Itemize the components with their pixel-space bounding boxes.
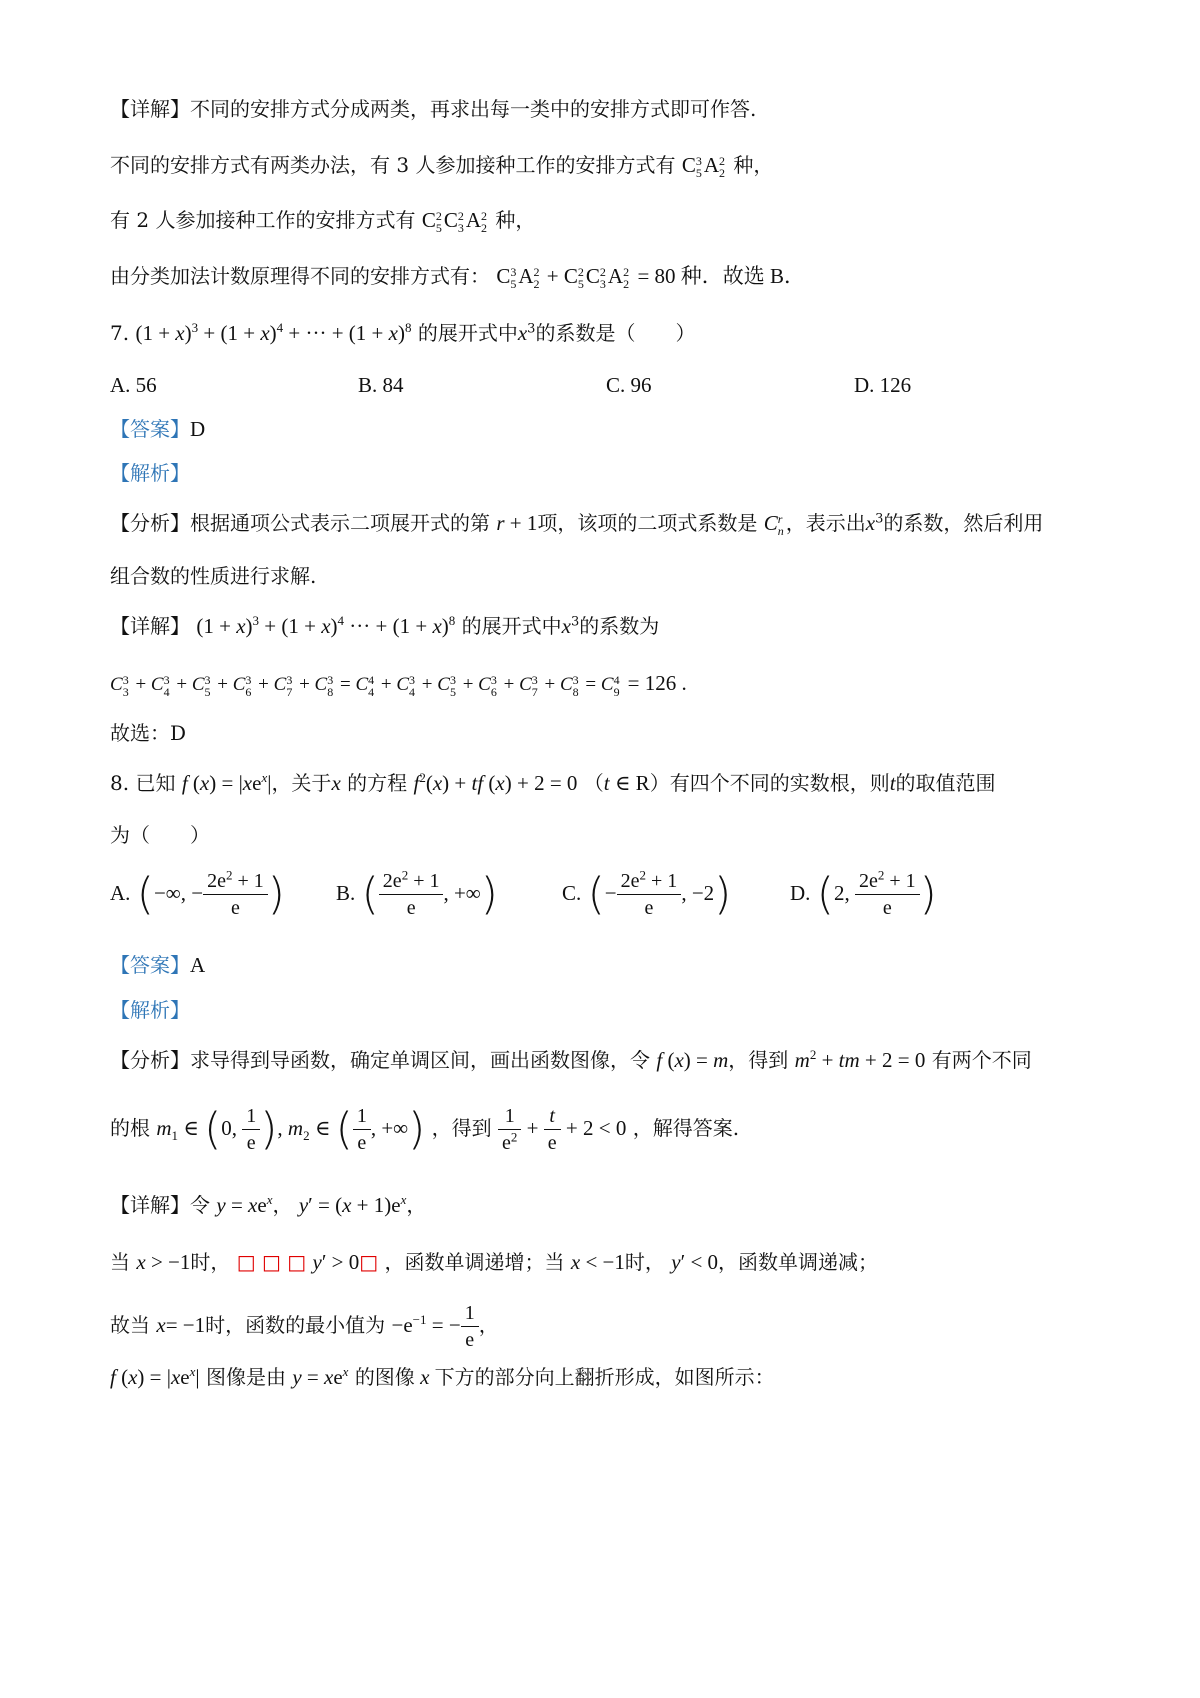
q8-detail-line4: f $(x) = |xe^x|$ 图像是由 $y = xe^x$ 的图像 x 下方的部分向上翻折形成，如图所示： bbox=[110, 1364, 775, 1389]
q8-detail-line2: 当 x > −1时， □ □ □ y′ > 0□ ，函数单调递增；当 x < −1时， y′ < 0，函数单调递减； bbox=[110, 1250, 879, 1274]
analysis-tag: 【解析】 bbox=[110, 998, 190, 1022]
q7-option-a: A. 56 bbox=[110, 373, 157, 397]
q8-option-d: D. (2, $\frac{2e^2 + 1}{e}$ ) bbox=[790, 867, 937, 920]
q6-line-2: 不同的安排方式有两类办法，有 3 人参加接种工作的安排方式有 C 3 5 A 2 2 种， bbox=[110, 153, 774, 181]
q8-detail-line3: 故当 x= −1时，函数的最小值为 $-e^{-1}$ = − $\frac{1}{e}$ ， bbox=[110, 1302, 499, 1351]
q7-option-c: C. 96 bbox=[606, 373, 652, 397]
q8-method-line2: 的根 $m_1$ ∈ (0, $\frac{1}{e}$ ), $m_2$ ∈ ( $\frac{1}{e}$ , +∞) ，得到 $\frac{1}{e^2}$ + $\frac{t}{e}$ + 2 < 0 ，解得答案. bbox=[110, 1103, 740, 1155]
q7-method: 【分析】根据通项公式表示二项展开式的第 r + 1项，该项的二项式系数是 C r n ，表示出$x^3$的系数，然后利用 bbox=[110, 511, 1044, 539]
q8-options bbox=[110, 868, 1110, 932]
q8-detail: 【详解】令 $y = xe^x$， $y' = (x + 1)e^x$， bbox=[110, 1192, 427, 1217]
q7-method-line2: 组合数的性质进行求解. bbox=[110, 564, 317, 588]
q6-line-3: 有 2 人参加接种工作的安排方式有 C 2 5 C 2 3 A 2 2 种， bbox=[110, 208, 536, 236]
q7-formula: C 3 3 + C 3 4 + C 3 5 + C 3 6 + C 3 7 + C 3 8 = C 4 4 + C 3 4 + C 3 5 + C 3 6 + C 3 7 + C 3 8 = C 4 9 = 126 . bbox=[110, 671, 687, 699]
question-number: 7. bbox=[110, 321, 130, 345]
answer-tag: 【答案】 bbox=[110, 417, 190, 441]
q6-line-4: 由分类加法计数原理得不同的安排方式有： C 3 5 A 2 2 + C 2 5 C 2 3 A 2 2 = 80 种．故选 B． bbox=[110, 264, 806, 292]
q8-answer: 【答案】A bbox=[110, 953, 206, 977]
analysis-tag: 【解析】 bbox=[110, 461, 190, 485]
q8-stem: 8. 已知 f $(x) = |xe^x|$，关于x 的方程 $f^2(x)$ + tf (x) + 2 = 0 （t ∈ R）有四个不同的实数根，则t的取值范围 bbox=[110, 770, 996, 795]
q8-method: 【分析】求导得到导函数，确定单调区间，画出函数图像，令 f (x) = m，得到 $m^2$ + tm + 2 = 0 有两个不同 bbox=[110, 1047, 1032, 1072]
q8-option-c: C. (− $\frac{2e^2 + 1}{e}$ , −2) bbox=[562, 867, 732, 920]
q8-option-b: B. ( $\frac{2e^2 + 1}{e}$ , +∞) bbox=[336, 867, 498, 920]
q7-conclusion: 故选：D bbox=[110, 721, 187, 745]
answer-tag: 【答案】 bbox=[110, 953, 190, 977]
q8-analysis-tag bbox=[110, 995, 1110, 1025]
q7-detail: 【详解】 $(1 + x)^3 + (1 + x)^4$ ··· + $(1 + x)^8$ 的展开式中$x^3$的系数为 bbox=[110, 613, 660, 638]
q7-option-d: D. 126 bbox=[854, 373, 912, 397]
q7-analysis-tag bbox=[110, 458, 1110, 488]
detail-tag: 【详解】 bbox=[110, 97, 190, 121]
q6-detail-line: 【详解】不同的安排方式分成两类，再求出每一类中的安排方式即可作答. bbox=[110, 97, 757, 121]
method-tag: 【分析】 bbox=[110, 511, 190, 535]
detail-tag: 【详解】 bbox=[110, 1193, 190, 1217]
question-number: 8. 已知 bbox=[110, 771, 176, 795]
garbled-text: □ □ □ bbox=[236, 1250, 307, 1274]
q8-option-a: A. (−∞, − $\frac{2e^2 + 1}{e}$ ) bbox=[110, 867, 285, 920]
q7-option-b: B. 84 bbox=[358, 373, 404, 397]
q7-answer: 【答案】D bbox=[110, 417, 206, 441]
q8-stem-line2: 为（ ） bbox=[110, 823, 210, 847]
q7-stem: 7. $(1 + x)^3 + (1 + x)^4$ + ··· + $(1 + x)^8$ 的展开式中$x^3$的系数是（ ） bbox=[110, 320, 696, 345]
method-tag: 【分析】 bbox=[110, 1048, 190, 1072]
detail-tag: 【详解】 bbox=[110, 614, 190, 638]
